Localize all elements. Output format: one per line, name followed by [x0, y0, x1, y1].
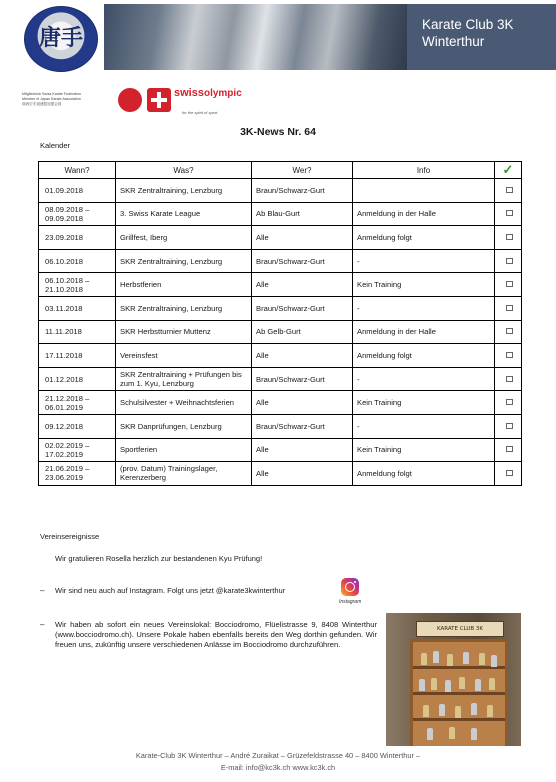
checkbox-icon[interactable]: [506, 352, 513, 358]
events-title: Vereinsereignisse: [40, 532, 100, 541]
cell-check: [495, 391, 522, 415]
checkbox-icon[interactable]: [506, 470, 513, 476]
cell-info: Anmeldung in der Halle: [353, 202, 495, 226]
header-info: Info: [353, 162, 495, 179]
table-row: [39, 414, 522, 438]
jka-logo: [118, 88, 142, 112]
cell-was: Schulsilvester + Weihnachtsferien: [116, 391, 252, 415]
table-row: [39, 367, 522, 391]
header-was: Was?: [116, 162, 252, 179]
cell-check: [495, 367, 522, 391]
cell-was: Grillfest, Iberg: [116, 226, 252, 250]
cell-wann: 11.11.2018: [39, 320, 116, 344]
checkbox-icon[interactable]: [506, 187, 513, 193]
cell-wann: 06.10.2018: [39, 249, 116, 273]
cell-wer: Alle: [252, 273, 353, 297]
checkbox-icon[interactable]: [506, 305, 513, 311]
cell-was: SKR Zentraltraining, Lenzburg: [116, 179, 252, 203]
cell-wann: 21.06.2019 – 23.06.2019: [39, 462, 116, 486]
olympic-word: olympic: [203, 88, 242, 99]
table-row: [39, 296, 522, 320]
footer-line-2: E-mail: info@kc3k.ch www.kc3k.ch: [220, 763, 336, 772]
cell-was: Sportferien: [116, 438, 252, 462]
cell-wann: 03.11.2018: [39, 296, 116, 320]
header-wer: Wer?: [252, 162, 353, 179]
cell-info: Kein Training: [353, 273, 495, 297]
cell-wer: Alle: [252, 462, 353, 486]
table-row: [39, 391, 522, 415]
checkbox-icon[interactable]: [506, 210, 513, 216]
checkbox-icon[interactable]: [506, 423, 513, 429]
fair-play-tagline: for the spirit of sport: [182, 110, 218, 115]
footer: [0, 750, 556, 774]
cell-wann: 08.09.2018 – 09.09.2018: [39, 202, 116, 226]
cell-info: -: [353, 367, 495, 391]
checkmark-icon: ✓: [502, 162, 514, 177]
cell-check: [495, 344, 522, 368]
cell-wer: Alle: [252, 344, 353, 368]
cell-wann: 21.12.2018 – 06.01.2019: [39, 391, 116, 415]
photo-sign: KARATE CLUB 3K: [416, 621, 504, 637]
header-photo: [104, 4, 407, 70]
cell-info: Kein Training: [353, 438, 495, 462]
cell-wann: 23.09.2018: [39, 226, 116, 250]
club-logo-glyph: 唐手: [38, 25, 83, 51]
cell-check: [495, 438, 522, 462]
table-row: [39, 273, 522, 297]
cell-info: -: [353, 249, 495, 273]
table-row: [39, 344, 522, 368]
cell-wer: Alle: [252, 438, 353, 462]
kalender-label: Kalender: [40, 141, 71, 150]
cell-check: [495, 273, 522, 297]
cell-wer: Braun/Schwarz-Gurt: [252, 414, 353, 438]
table-header-row: [39, 162, 522, 179]
cell-wer: Alle: [252, 391, 353, 415]
calendar-table: [38, 161, 522, 486]
cell-check: [495, 462, 522, 486]
header-title-line1: Karate Club 3K: [422, 17, 514, 32]
checkbox-icon[interactable]: [506, 281, 513, 287]
swiss-olympic-logo: [174, 87, 242, 99]
cell-wer: Ab Gelb-Gurt: [252, 320, 353, 344]
checkbox-icon[interactable]: [506, 376, 513, 382]
cell-was: (prov. Datum) Trainingslager, Kerenzerberg: [116, 462, 252, 486]
checkbox-icon[interactable]: [506, 234, 513, 240]
cell-was: Herbstferien: [116, 273, 252, 297]
cell-wann: 09.12.2018: [39, 414, 116, 438]
vereinslokal-text: Wir haben ab sofort ein neues Vereinslokal: Bocciodromo, Flüelistrasse 9, 8408 Winterthur (www.bocciodromo.ch). Unsere Pokale haben ebenfalls bereits den Weg dorthin gefunden. Wir freuen uns, zukünftig unsere verschiedenen Anlässe im Bocciodromo durchzuführen.: [55, 620, 377, 650]
table-row: [39, 249, 522, 273]
cell-wer: Braun/Schwarz-Gurt: [252, 249, 353, 273]
cell-info: Anmeldung folgt: [353, 344, 495, 368]
cell-was: SKR Zentraltraining + Prüfungen bis zum 1. Kyu, Lenzburg: [116, 367, 252, 391]
instagram-label: Instagram: [339, 599, 362, 605]
trophy-cabinet-photo: [386, 613, 521, 746]
congrats-text: Wir gratulieren Rosella herzlich zur bestandenen Kyu Prüfung!: [55, 554, 263, 563]
cell-wer: Alle: [252, 226, 353, 250]
federation-line-1: Mitgliedclub Swiss Karate Federation: [22, 92, 82, 96]
cell-wer: Braun/Schwarz-Gurt: [252, 179, 353, 203]
checkbox-icon[interactable]: [506, 328, 513, 334]
header-check: [495, 162, 522, 179]
cell-check: [495, 296, 522, 320]
cell-wann: 02.02.2019 – 17.02.2019: [39, 438, 116, 462]
cell-check: [495, 249, 522, 273]
cell-info: -: [353, 414, 495, 438]
header-title: [422, 16, 552, 50]
cell-info: Anmeldung in der Halle: [353, 320, 495, 344]
swiss-word: swiss: [174, 87, 204, 99]
cell-wer: Ab Blau-Gurt: [252, 202, 353, 226]
cell-check: [495, 414, 522, 438]
club-logo: [24, 6, 98, 72]
header-title-line2: Winterthur: [422, 34, 485, 49]
cell-wann: 17.11.2018: [39, 344, 116, 368]
cell-check: [495, 179, 522, 203]
cell-info: Anmeldung folgt: [353, 226, 495, 250]
instagram-text: Wir sind neu auch auf Instagram. Folgt uns jetzt @karate3kwinterthur: [55, 586, 286, 595]
instagram-icon: [341, 578, 359, 596]
cell-wann: 06.10.2018 – 21.10.2018: [39, 273, 116, 297]
cell-was: Vereinsfest: [116, 344, 252, 368]
cell-was: SKR Herbstturnier Muttenz: [116, 320, 252, 344]
cell-was: SKR Zentraltraining, Lenzburg: [116, 249, 252, 273]
federation-line-3: 瑞西空手道連盟加盟会員: [22, 102, 62, 106]
checkbox-icon[interactable]: [506, 399, 513, 405]
cell-check: [495, 226, 522, 250]
federation-line-2: Member of Japan Karate Association: [22, 97, 81, 101]
footer-line-1: Karate-Club 3K Winterthur – André Zuraikat – Grüzefeldstrasse 40 – 8400 Winterthur –: [135, 751, 421, 760]
cell-info: Anmeldung folgt: [353, 462, 495, 486]
cell-wer: Braun/Schwarz-Gurt: [252, 367, 353, 391]
header-wann: Wann?: [39, 162, 116, 179]
checkbox-icon[interactable]: [506, 258, 513, 264]
cell-info: [353, 179, 495, 203]
newsletter-title: 3K-News Nr. 64: [240, 126, 316, 138]
table-row: [39, 202, 522, 226]
table-row: [39, 320, 522, 344]
federation-text: [22, 92, 114, 107]
cell-wann: 01.12.2018: [39, 367, 116, 391]
cell-was: SKR Danprüfungen, Lenzburg: [116, 414, 252, 438]
cell-info: Kein Training: [353, 391, 495, 415]
cell-was: SKR Zentraltraining, Lenzburg: [116, 296, 252, 320]
swiss-cross-logo: [147, 88, 171, 112]
table-row: [39, 226, 522, 250]
cell-check: [495, 320, 522, 344]
cell-wann: 01.09.2018: [39, 179, 116, 203]
table-row: [39, 179, 522, 203]
cell-info: -: [353, 296, 495, 320]
cell-wer: Braun/Schwarz-Gurt: [252, 296, 353, 320]
table-row: [39, 462, 522, 486]
cell-check: [495, 202, 522, 226]
bullet-dash: –: [40, 620, 45, 629]
table-row: [39, 438, 522, 462]
cell-was: 3. Swiss Karate League: [116, 202, 252, 226]
bullet-dash: –: [40, 586, 45, 595]
checkbox-icon[interactable]: [506, 446, 513, 452]
